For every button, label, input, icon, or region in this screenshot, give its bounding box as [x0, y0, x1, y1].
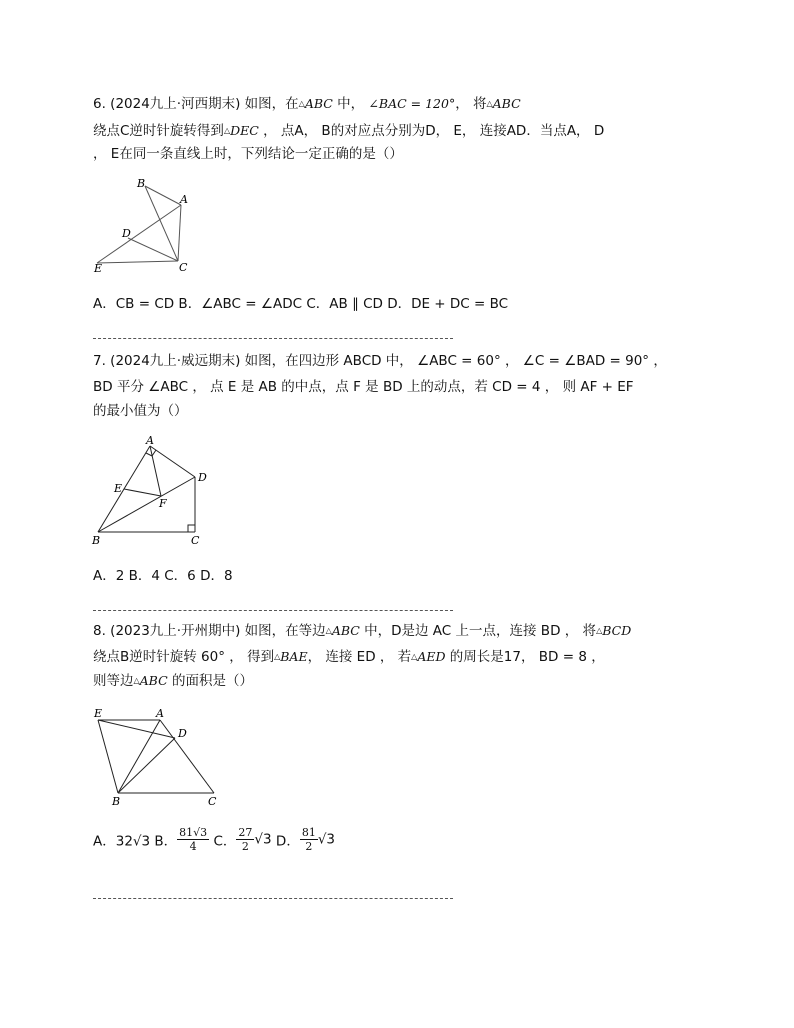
q6-triangle: △ABC: [298, 96, 333, 111]
q8-label: E: [94, 707, 103, 720]
q8-text: 绕点B逆时针旋转 60° ， 得到: [93, 649, 275, 665]
q8-text: 的面积是（）: [167, 673, 253, 689]
q8-text: ， 连接 ED ， 若: [307, 649, 412, 665]
q7-line1: 7. (2024九上·威远期末) 如图，在四边形 ABCD 中， ∠ABC = 60° ， ∠C = ∠BAD = 90° ，: [93, 353, 667, 369]
q8-figure: [90, 705, 225, 810]
q8-option-d-label: D．: [275, 833, 300, 850]
q8-label: D: [178, 727, 187, 740]
q8-option-d-fraction: $\frac{81}{2}$: [301, 826, 316, 853]
q6-text: ， 将: [455, 96, 487, 112]
q8-line3: [93, 672, 253, 690]
q8-triangle: △ABC: [133, 673, 168, 688]
q8-triangle: △BCD: [596, 623, 632, 638]
q7-label: B: [92, 534, 101, 547]
q6-label: B: [137, 177, 146, 190]
q8-option-b-label: B．: [154, 833, 178, 850]
q8-text: 则等边: [93, 673, 134, 689]
q6-figure: [90, 176, 200, 276]
q8-option-a: A．32√3: [93, 833, 151, 850]
q8-text: 的周长是17， BD = 8 ，: [445, 649, 605, 665]
q6-triangle: △ABC: [486, 96, 521, 111]
q8-triangle: △BAE: [274, 649, 308, 664]
q6-line1: [93, 95, 521, 113]
q7-label: C: [191, 534, 200, 547]
q7-line3: 的最小值为（）: [93, 403, 188, 419]
q8-triangle: △AED: [411, 649, 446, 664]
q8-text: 8. (2023九上·开州期中) 如图，在等边: [93, 623, 326, 639]
q8-options: [93, 826, 335, 853]
q8-option-b-fraction: $\frac{81√3}{4}$: [179, 826, 208, 853]
q8-label: C: [208, 795, 217, 808]
q7-label: F: [159, 497, 167, 510]
q6-text: ， 点A， B的对应点分别为D， E， 连接AD．当点A， D: [263, 123, 605, 139]
q6-angle: ∠BAC = 120°: [368, 96, 456, 111]
q8-option-c-label: C．: [213, 833, 237, 850]
q7-label: D: [198, 471, 207, 484]
q6-text: 6. (2024九上·河西期末) 如图，在: [93, 96, 299, 112]
q6-text: 绕点C逆时针旋转得到: [93, 123, 224, 139]
q6-label: E: [94, 262, 103, 275]
q7-label: A: [146, 434, 154, 447]
q8-text: 中，D是边 AC 上一点，连接 BD ， 将: [359, 623, 597, 639]
q6-text: 中，: [332, 96, 365, 112]
q6-label: A: [180, 193, 188, 206]
q7-figure: [88, 432, 218, 548]
q6-line3: ， E在同一条直线上时，下列结论一定正确的是（）: [93, 146, 403, 162]
q8-line1: [93, 622, 631, 640]
q8-option-c-fraction: $\frac{27}{2}$: [238, 826, 253, 853]
q6-label: D: [122, 227, 131, 240]
q6-line2: [93, 122, 604, 140]
separator: [93, 610, 453, 611]
q7-line2: BD 平分 ∠ABC ， 点 E 是 AB 的中点，点 F 是 BD 上的动点，若 CD = 4 ， 则 AF + EF: [93, 379, 634, 395]
q8-label: A: [156, 707, 164, 720]
separator: [93, 338, 453, 339]
q7-label: E: [114, 482, 123, 495]
q8-line2: [93, 648, 605, 666]
q6-triangle: △DEC: [223, 123, 259, 138]
q8-triangle: △ABC: [325, 623, 360, 638]
q6-options: A．CB = CD B．∠ABC = ∠ADC C．AB ∥ CD D．DE + DC = BC: [93, 296, 509, 312]
q8-label: B: [112, 795, 121, 808]
q6-label: C: [179, 261, 188, 274]
separator: [93, 898, 453, 899]
q7-options: A．2 B．4 C．6 D．8: [93, 568, 233, 584]
q8-option-c-root: √3: [254, 831, 272, 848]
q8-option-d-root: √3: [317, 831, 336, 848]
